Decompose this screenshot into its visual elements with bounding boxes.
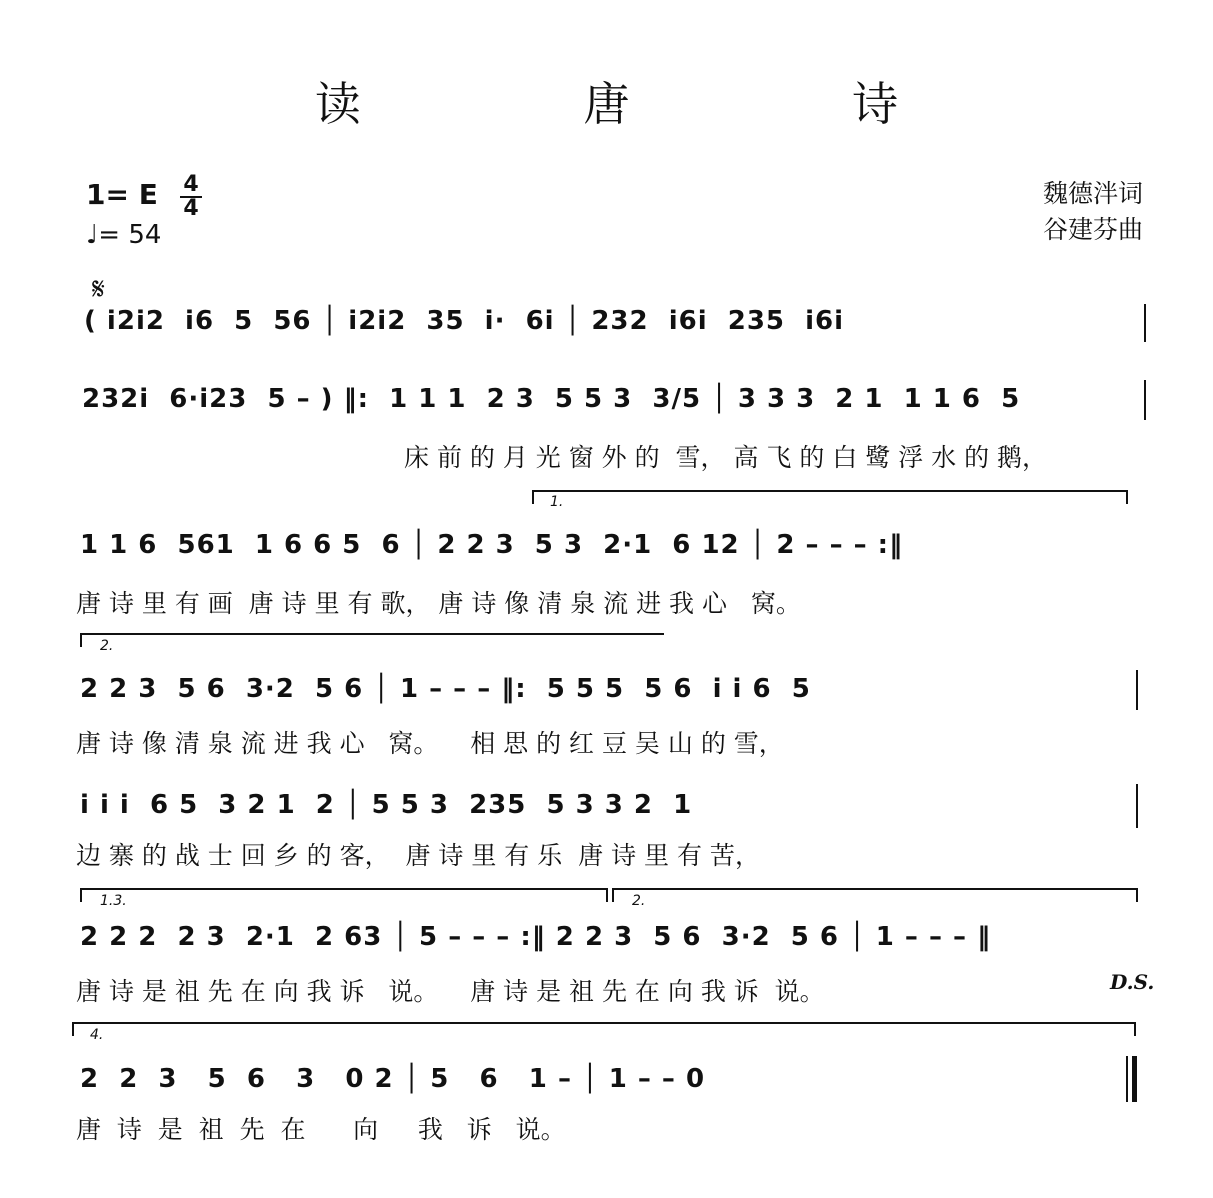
volta-label-1: 1. [550,494,564,510]
final-barline-thick [1132,1056,1137,1102]
lyrics-line-4: 唐 诗 像 清 泉 流 进 我 心 窝。 相 思 的 红 豆 吴 山 的 雪， [76,729,784,758]
barline [1144,380,1146,420]
volta-label-1-3: 1.3. [100,893,127,909]
time-signature [180,174,202,220]
lyrics-line-2: 床 前 的 月 光 窗 外 的 雪， 高 飞 的 白 鹭 浮 水 的 鹅， [404,443,1048,472]
key-signature: 1= E [86,178,158,211]
tempo-marking: ♩= 54 [86,220,162,250]
song-title: 读 唐 诗 [314,77,1003,131]
notes-line-3: 1 1 6 561 1 6 6 5 6 │ 2 2 3 5 3 2·1 6 12 │ 2 – – – :‖ [80,530,904,560]
volta-label-2b: 2. [632,893,646,909]
notes-line-4: 2 2 3 5 6 3·2 5 6 │ 1 – – – ‖: 5 5 5 5 6 i i 6 5 [80,674,811,704]
volta-bracket-2 [80,633,664,647]
lyrics-line-5: 边 寨 的 战 士 回 乡 的 客， 唐 诗 里 有 乐 唐 诗 里 有 苦， [76,841,760,870]
notes-line-6: 2 2 2 2 3 2·1 2 63 │ 5 – – – :‖ 2 2 3 5 6 3·2 5 6 │ 1 – – – ‖ [80,922,992,952]
volta-bracket-1 [532,490,1128,504]
barline [1136,670,1138,710]
notes-line-2: 232i 6·i23 5 – ) ‖: 1 1 1 2 3 5 5 3 3/5 │ 3 3 3 2 1 1 1 6 5 [82,384,1021,414]
volta-label-4: 4. [90,1027,104,1043]
notes-line-1: ( i2i2 i6 5 56 │ i2i2 35 i· 6i │ 232 i6i 235 i6i [84,306,845,336]
lyrics-line-7: 唐 诗 是 祖 先 在 向 我 诉 说。 [76,1115,566,1144]
volta-bracket-2b [612,888,1138,902]
lyrics-line-3: 唐 诗 里 有 画 唐 诗 里 有 歌， 唐 诗 像 清 泉 流 进 我 心 窝。 [76,589,801,618]
notes-line-5: i i i 6 5 3 2 1 2 │ 5 5 3 235 5 3 3 2 1 [80,790,693,820]
barline [1144,304,1146,342]
time-signature-bottom: 4 [183,196,199,221]
notes-line-7: 2 2 3 5 6 3 0 2 │ 5 6 1 – │ 1 – – 0 [80,1064,706,1094]
segno-sign: 𝄋 [92,272,105,307]
lyricist-credit: 魏德泮词 [1042,179,1143,208]
volta-bracket-4 [72,1022,1136,1036]
composer-credit: 谷建芬曲 [1042,215,1143,244]
final-barline-thin [1126,1056,1128,1102]
lyrics-line-6: 唐 诗 是 祖 先 在 向 我 诉 说。 唐 诗 是 祖 先 在 向 我 诉 说。 [76,977,825,1006]
time-signature-top: 4 [183,172,199,197]
volta-label-2: 2. [100,638,114,654]
volta-bracket-1-3 [80,888,608,902]
barline [1136,784,1138,828]
dal-segno-marking: D.S. [1110,970,1155,994]
